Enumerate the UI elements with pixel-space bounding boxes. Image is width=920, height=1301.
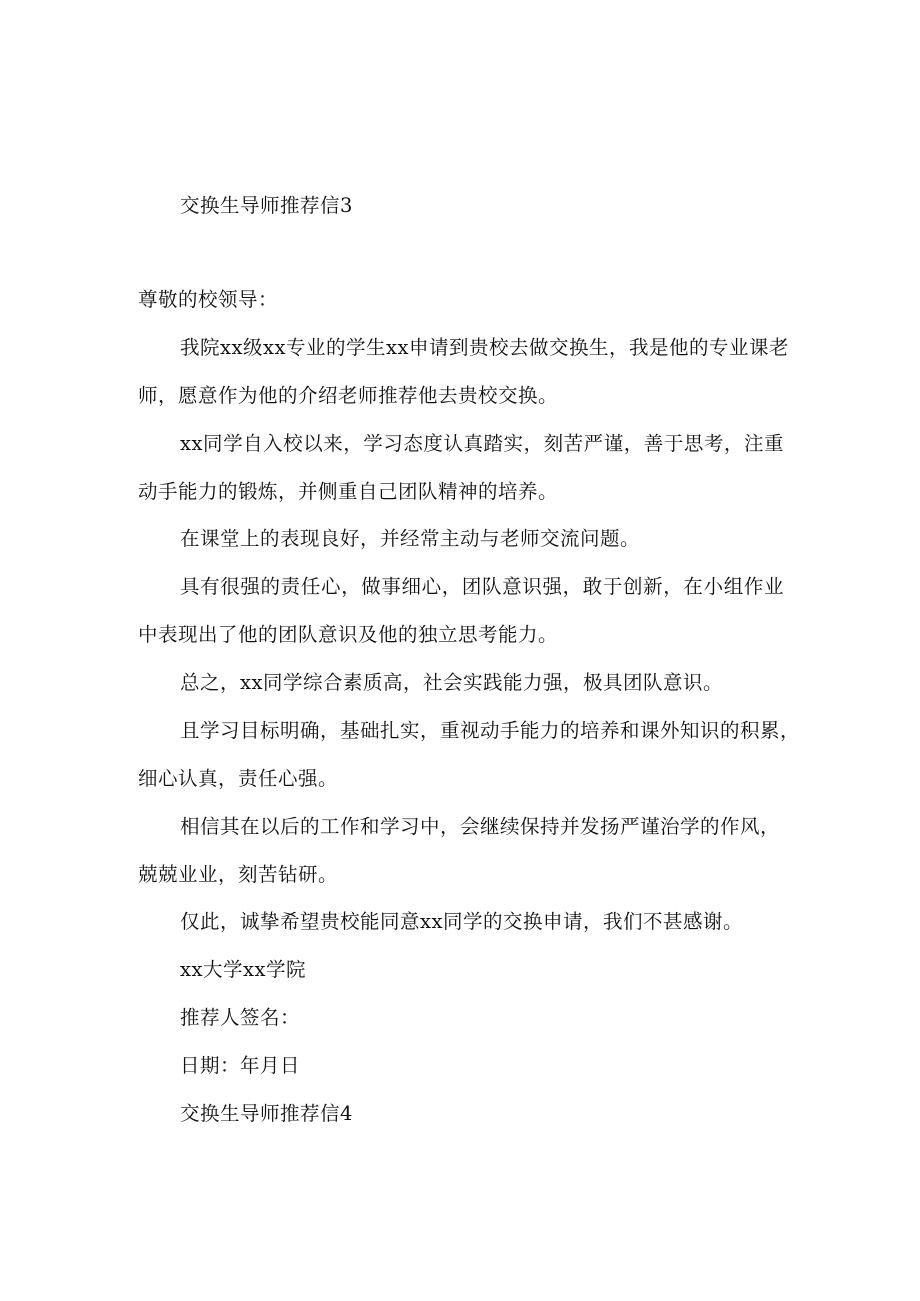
signature-label: 推荐人签名： bbox=[180, 1006, 301, 1029]
paragraph-7-line-2: 兢兢业业，刻苦钻研。 bbox=[138, 863, 339, 886]
paragraph-6-line-1: 且学习目标明确，基础扎实，重视动手能力的培养和课外知识的积累， bbox=[180, 719, 801, 742]
paragraph-4-line-1: 具有很强的责任心，做事细心，团队意识强，敢于创新，在小组作业 bbox=[180, 575, 784, 598]
paragraph-8-line-1: 仅此，诚挚希望贵校能同意xx同学的交换申请，我们不甚感谢。 bbox=[180, 910, 743, 933]
paragraph-4-line-2: 中表现出了他的团队意识及他的独立思考能力。 bbox=[138, 623, 559, 646]
paragraph-1-line-2: 师，愿意作为他的介绍老师推荐他去贵校交换。 bbox=[138, 384, 559, 407]
paragraph-2-line-2: 动手能力的锻炼，并侧重自己团队精神的培养。 bbox=[138, 480, 559, 503]
paragraph-2-line-1: xx同学自入校以来，学习态度认真踏实，刻苦严谨，善于思考，注重 bbox=[180, 432, 784, 455]
letter-title: 交换生导师推荐信3 bbox=[180, 194, 353, 217]
paragraph-1-line-1: 我院xx级xx专业的学生xx申请到贵校去做交换生，我是他的专业课老 bbox=[180, 336, 789, 359]
next-letter-title: 交换生导师推荐信4 bbox=[180, 1102, 353, 1125]
date-label: 日期：年月日 bbox=[180, 1054, 301, 1077]
salutation: 尊敬的校领导： bbox=[138, 288, 279, 311]
paragraph-7-line-1: 相信其在以后的工作和学习中，会继续保持并发扬严谨治学的作风， bbox=[180, 815, 781, 838]
institution-name: xx大学xx学院 bbox=[180, 958, 306, 981]
paragraph-5-line-1: 总之，xx同学综合素质高，社会实践能力强，极具团队意识。 bbox=[180, 671, 723, 694]
paragraph-6-line-2: 细心认真，责任心强。 bbox=[138, 767, 339, 790]
paragraph-3-line-1: 在课堂上的表现良好，并经常主动与老师交流问题。 bbox=[180, 527, 641, 550]
